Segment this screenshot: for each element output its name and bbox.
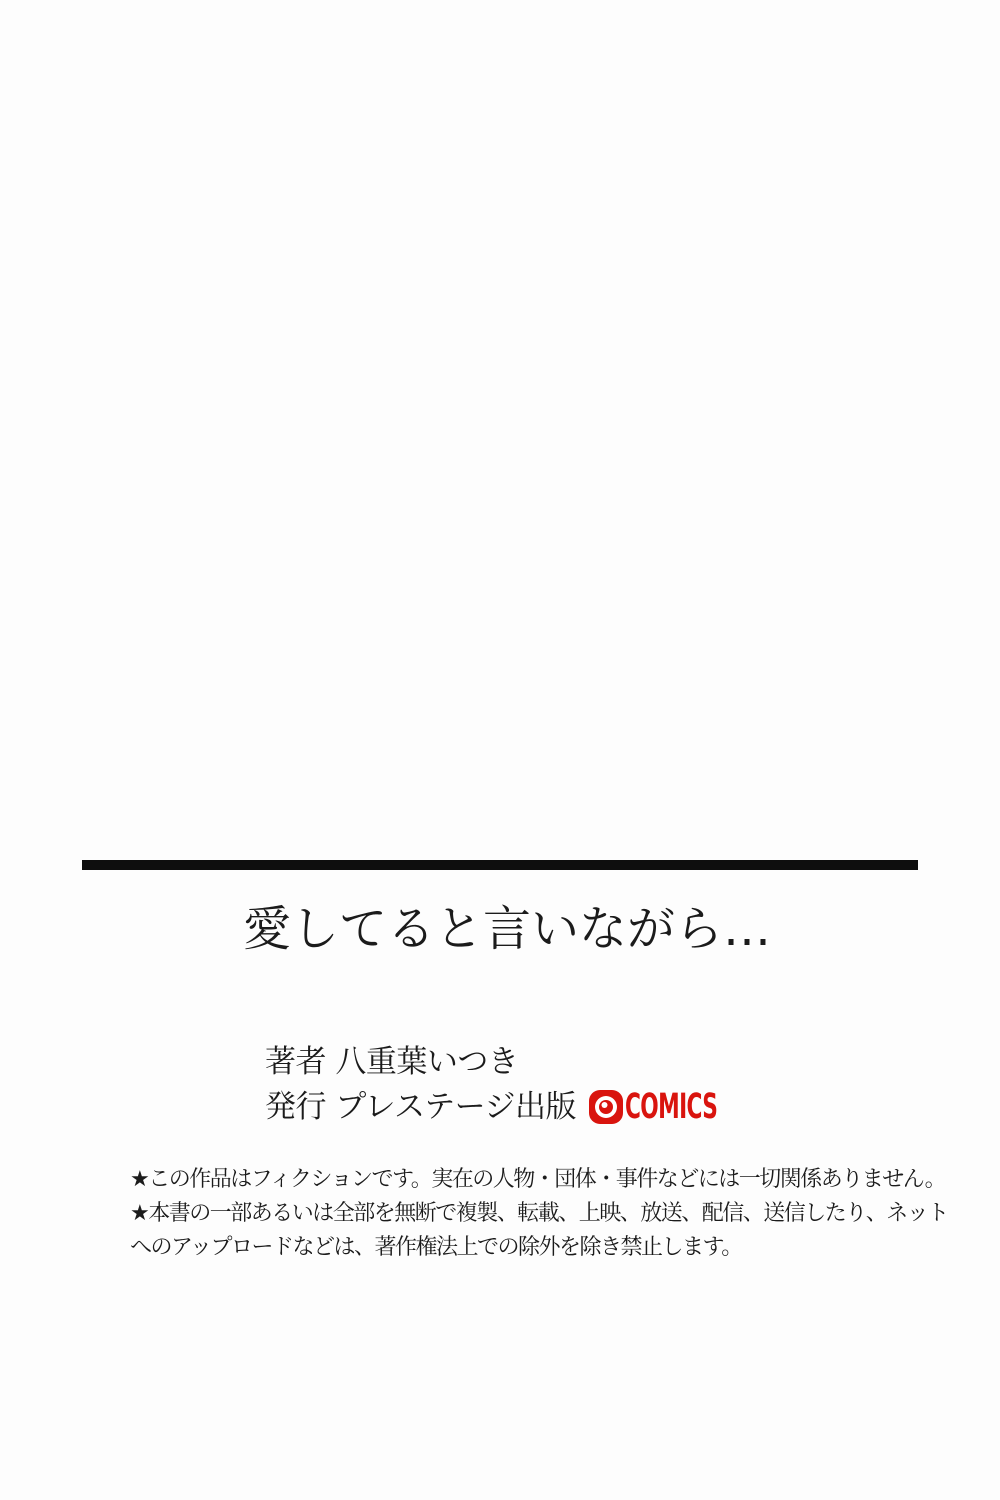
notice-line: へのアップロードなどは、著作権法上での除外を除き禁止します。 — [130, 1235, 742, 1260]
prestige-comics-mark-icon — [588, 1089, 624, 1125]
notices-block — [130, 1163, 948, 1265]
author-line: 著者 八重葉いつき — [265, 1044, 519, 1080]
credits-block — [265, 1040, 576, 1130]
publisher-logo — [588, 1089, 774, 1125]
notice-line: ★本書の一部あるいは全部を無断で複製、転載、上映、放送、配信、送信したり、ネット — [130, 1201, 948, 1226]
book-title: 愛してると言いながら… — [243, 901, 772, 957]
publisher-line: 発行 プレステージ出版 — [265, 1089, 576, 1125]
comics-logotype: COMICS — [625, 1087, 718, 1127]
section-divider — [82, 860, 918, 870]
notice-line: ★この作品はフィクションです。実在の人物・団体・事件などには一切関係ありません。 — [130, 1167, 946, 1192]
